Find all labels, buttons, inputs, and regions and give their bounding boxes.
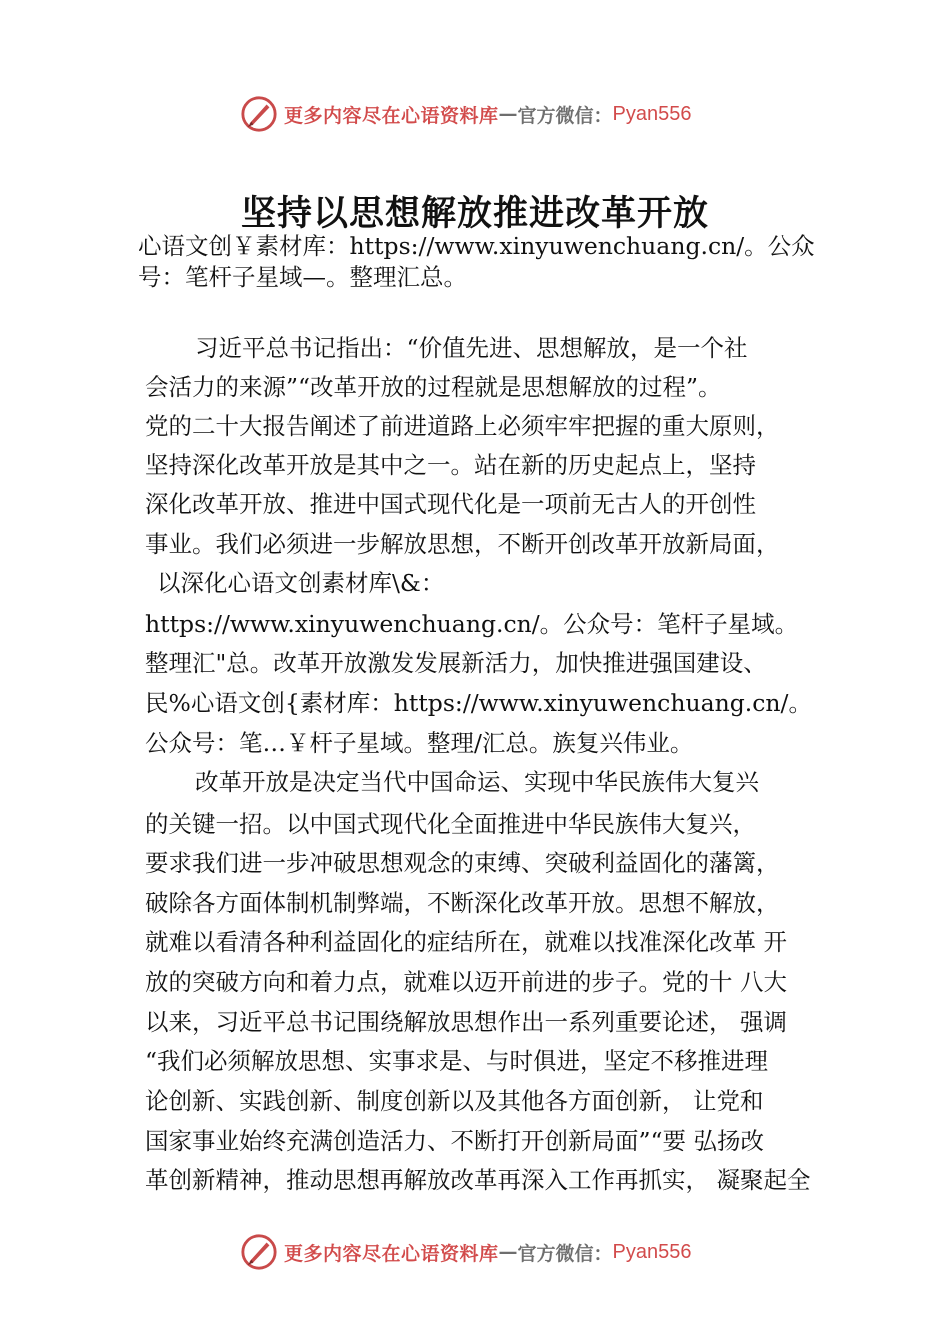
footer-banner	[240, 1232, 692, 1272]
text-line: https://www.xinyuwenchuang.cn/。公众号：笔杆子星域。	[145, 610, 799, 638]
banner-wechat-label: 官方微信：	[517, 104, 613, 127]
banner-wechat-label: 官方微信：	[517, 1242, 613, 1265]
text-line: 要求我们进一步冲破思想观念的束缚、突破利益固化的藩篱，	[145, 849, 780, 877]
banner-text: 更多内容尽在心语资料库	[284, 1242, 499, 1265]
text-line: 公众号：笔…￥杆子星域。整理/汇总。族复兴伟业。	[145, 729, 694, 757]
text-line: 习近平总书记指出：“价值先进、思想解放，是一个社	[195, 334, 748, 362]
text-line: 会活力的来源”“改革开放的过程就是思想解放的过程”。	[145, 373, 722, 401]
text-line: 整理汇"总。改革开放激发发展新活力，加快推进强国建设、	[145, 649, 767, 677]
text-line: 事业。我们必须进一步解放思想，不断开创改革开放新局面，	[145, 530, 780, 558]
banner-text: 更多内容尽在心语资料库	[284, 104, 499, 127]
text-line: 以深化心语文创素材库\&：	[157, 569, 445, 597]
text-line: “我们必须解放思想、实事求是、与时俱进，坚定不移推进理	[145, 1047, 769, 1075]
page-title: 坚持以思想解放推进改革开放	[240, 193, 709, 234]
text-line: 放的突破方向和着力点，就难以迈开前进的步子。党的十 八大	[145, 968, 787, 996]
text-line: 革创新精神，推动思想再解放改革再深入工作再抓实， 凝聚起全	[145, 1166, 811, 1194]
text-line: 号：笔杆子星域—。整理汇总。	[138, 263, 467, 291]
text-line: 党的二十大报告阐述了前进道路上必须牢牢把握的重大原则，	[145, 412, 780, 440]
text-line: 破除各方面体制机制弊端，不断深化改革开放。思想不解放，	[145, 889, 780, 917]
banner-wechat-id: Pyan556	[612, 102, 692, 125]
text-line: 民%心语文创{素材库：https://www.xinyuwenchuang.cn/。	[145, 689, 812, 717]
header-banner	[240, 94, 692, 134]
quill-logo-icon	[240, 1233, 278, 1271]
banner-dash: —	[498, 103, 518, 125]
text-line: 国家事业始终充满创造活力、不断打开创新局面”“要 弘扬改	[145, 1127, 764, 1155]
banner-dash: —	[498, 1241, 518, 1263]
text-line: 就难以看清各种利益固化的症结所在，就难以找准深化改革 开	[145, 928, 787, 956]
text-line: 心语文创￥素材库：https://www.xinyuwenchuang.cn/。公众	[138, 232, 815, 260]
quill-logo-icon	[240, 95, 278, 133]
text-line: 论创新、实践创新、制度创新以及其他各方面创新， 让党和	[145, 1087, 764, 1115]
text-line: 改革开放是决定当代中国命运、实现中华民族伟大复兴	[195, 768, 759, 796]
text-line: 坚持深化改革开放是其中之一。站在新的历史起点上，坚持	[145, 451, 756, 479]
banner-wechat-id: Pyan556	[612, 1240, 692, 1263]
text-line: 深化改革开放、推进中国式现代化是一项前无古人的开创性	[145, 490, 756, 518]
text-line: 以来，习近平总书记围绕解放思想作出一系列重要论述， 强调	[145, 1008, 787, 1036]
text-line: 的关键一招。以中国式现代化全面推进中华民族伟大复兴，	[145, 810, 756, 838]
